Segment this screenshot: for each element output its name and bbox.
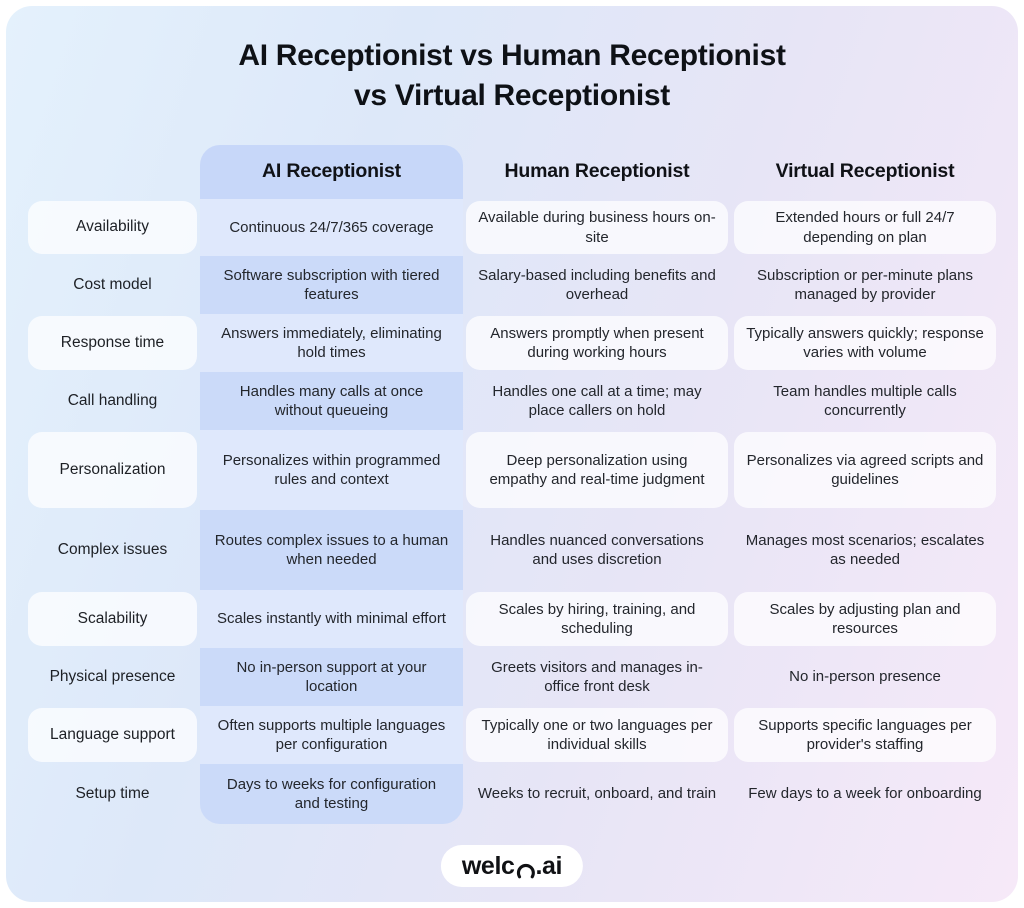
comparison-table xyxy=(25,145,999,824)
cell-call-handling-ai: Handles many calls at once without queueing xyxy=(200,372,463,430)
cell-setup-time-human: Weeks to recruit, onboard, and train xyxy=(477,785,717,803)
cell-scalability-human: Scales by hiring, training, and scheduling xyxy=(466,592,728,646)
cell-response-time-human: Answers promptly when present during working hours xyxy=(466,316,728,370)
cell-personalization-ai: Personalizes within programmed rules and context xyxy=(200,430,463,510)
cell-language-support-ai: Often supports multiple languages per configuration xyxy=(200,706,463,764)
cell-cost-model-human: Salary-based including benefits and overhead xyxy=(478,266,716,303)
brand-logo xyxy=(441,845,583,887)
cell-call-handling-virtual: Team handles multiple calls concurrently xyxy=(773,382,957,419)
cell-physical-presence-virtual: No in-person presence xyxy=(789,668,941,686)
table-row-personalization xyxy=(25,430,999,510)
row-label-availability: Availability xyxy=(28,201,197,254)
row-label-call-handling: Call handling xyxy=(67,391,158,409)
table-row-response-time xyxy=(25,314,999,372)
open-bottom-arc-icon xyxy=(515,856,536,877)
cell-scalability-ai: Scales instantly with minimal effort xyxy=(200,590,463,648)
table-row-language-support xyxy=(25,706,999,764)
header-spacer xyxy=(25,145,200,199)
table-row-setup-time xyxy=(25,764,999,824)
cell-personalization-human: Deep personalization using empathy and real-time judgment xyxy=(466,432,728,508)
row-label-response-time: Response time xyxy=(28,316,197,370)
cell-availability-human: Available during business hours on-site xyxy=(466,201,728,254)
row-label-setup-time: Setup time xyxy=(75,784,150,802)
row-label-cost-model: Cost model xyxy=(73,275,152,293)
brand-logo-suffix: .ai xyxy=(535,851,563,880)
cell-complex-issues-ai: Routes complex issues to a human when needed xyxy=(200,510,463,590)
cell-physical-presence-human: Greets visitors and manages in-office front desk xyxy=(491,658,703,695)
row-label-scalability: Scalability xyxy=(28,592,197,646)
cell-language-support-human: Typically one or two languages per individual skills xyxy=(466,708,728,762)
cell-scalability-virtual: Scales by adjusting plan and resources xyxy=(734,592,996,646)
cell-cost-model-virtual: Subscription or per-minute plans managed by provider xyxy=(757,266,973,303)
row-label-physical-presence: Physical presence xyxy=(49,667,176,685)
cell-setup-time-virtual: Few days to a week for onboarding xyxy=(748,785,982,803)
cell-complex-issues-human: Handles nuanced conversations and uses discretion xyxy=(490,531,704,568)
page-title-line2: vs Virtual Receptionist xyxy=(354,78,670,112)
row-label-language-support: Language support xyxy=(28,708,197,762)
cell-response-time-ai: Answers immediately, eliminating hold times xyxy=(200,314,463,372)
table-row-availability xyxy=(25,199,999,256)
cell-call-handling-human: Handles one call at a time; may place callers on hold xyxy=(492,382,702,419)
brand-logo-prefix: welc xyxy=(461,851,515,880)
table-row-call-handling xyxy=(25,372,999,430)
page-title-line1: AI Receptionist vs Human Receptionist xyxy=(238,39,786,72)
cell-complex-issues-virtual: Manages most scenarios; escalates as needed xyxy=(745,531,985,568)
column-header-ai: AI Receptionist xyxy=(200,145,463,199)
cell-cost-model-ai: Software subscription with tiered features xyxy=(200,256,463,314)
page-title xyxy=(6,36,1018,115)
table-row-scalability xyxy=(25,590,999,648)
cell-physical-presence-ai: No in-person support at your location xyxy=(200,648,463,706)
cell-personalization-virtual: Personalizes via agreed scripts and guidelines xyxy=(734,432,996,508)
cell-setup-time-ai: Days to weeks for configuration and testing xyxy=(200,764,463,824)
header-row xyxy=(25,145,999,199)
table-row-physical-presence xyxy=(25,648,999,706)
row-label-complex-issues: Complex issues xyxy=(57,540,168,558)
table-row-complex-issues xyxy=(25,510,999,590)
column-header-human: Human Receptionist xyxy=(504,160,690,183)
column-header-virtual: Virtual Receptionist xyxy=(775,160,955,183)
row-label-personalization: Personalization xyxy=(28,432,197,508)
table-row-cost-model xyxy=(25,256,999,314)
cell-response-time-virtual: Typically answers quickly; response varies with volume xyxy=(734,316,996,370)
cell-language-support-virtual: Supports specific languages per provider's staffing xyxy=(734,708,996,762)
cell-availability-virtual: Extended hours or full 24/7 depending on plan xyxy=(734,201,996,254)
infographic-canvas xyxy=(6,6,1018,902)
cell-availability-ai: Continuous 24/7/365 coverage xyxy=(200,199,463,256)
